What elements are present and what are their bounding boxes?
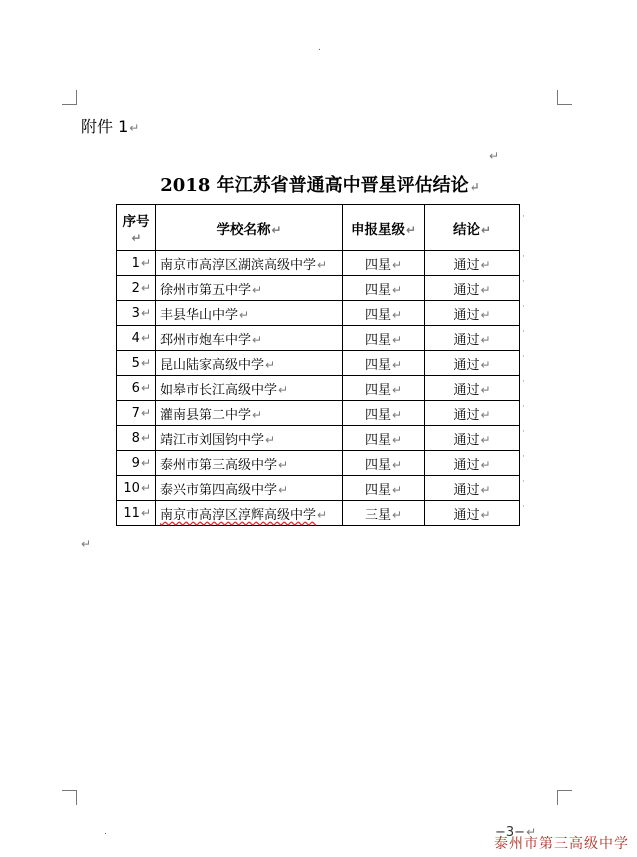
paragraph-mark-icon: ↵ — [480, 482, 491, 497]
cell-no — [117, 426, 156, 451]
paragraph-mark-icon: ↵ — [140, 255, 151, 270]
paragraph-mark-icon: ↵ — [469, 180, 480, 194]
paragraph-mark-icon: ↵ — [252, 282, 263, 297]
cell-no-text: 3 — [131, 305, 140, 321]
cell-school-name — [156, 476, 343, 501]
table-row — [117, 351, 520, 376]
cell-school-name — [156, 301, 343, 326]
paragraph-mark-icon: ↵ — [140, 330, 151, 345]
school-watermark: 泰州市第三高级中学 — [494, 836, 629, 852]
paragraph-mark-icon: ↵ — [480, 357, 491, 372]
row-end-marker: · — [522, 377, 525, 387]
cell-no-text: 9 — [131, 455, 140, 471]
cell-result — [425, 301, 520, 326]
cell-school-name — [156, 426, 343, 451]
row-end-marker: · — [522, 452, 525, 462]
cell-star-level-text: 四星 — [364, 382, 391, 398]
cell-no-text: 5 — [131, 355, 140, 371]
cell-no — [117, 276, 156, 301]
cell-no-text: 2 — [131, 280, 140, 296]
cell-result-text: 通过 — [453, 507, 480, 523]
table-row — [117, 476, 520, 501]
paragraph-mark-icon: ↵ — [140, 405, 151, 420]
paragraph-mark-icon: ↵ — [480, 282, 491, 297]
paragraph-mark-icon: ↵ — [81, 537, 92, 551]
paragraph-mark-icon: ↵ — [526, 825, 537, 839]
paragraph-mark-icon: ↵ — [480, 457, 491, 472]
header-result: 结论↵ — [425, 205, 520, 251]
paragraph-mark-icon: ↵ — [271, 222, 282, 237]
cell-school-name-text: 南京市高淳区湖滨高级中学 — [160, 257, 317, 273]
crop-mark-bottom-right — [557, 790, 572, 805]
cell-school-name-text: 丰县华山中学 — [160, 307, 239, 323]
paragraph-mark-icon: ↵ — [480, 382, 491, 397]
cell-school-name — [156, 351, 343, 376]
row-end-marker: · — [522, 502, 525, 512]
crop-mark-bottom-left — [62, 790, 77, 805]
cell-school-name — [156, 451, 343, 476]
cell-no-text: 8 — [131, 430, 140, 446]
paragraph-mark-icon: ↵ — [391, 482, 403, 497]
cell-star-level-text: 四星 — [364, 482, 391, 498]
table-row — [117, 301, 520, 326]
paragraph-mark-icon: ↵ — [140, 305, 151, 320]
paragraph-mark-icon: ↵ — [391, 457, 403, 472]
paragraph-mark-icon: ↵ — [140, 430, 151, 445]
cell-school-name-text: 泰州市第三高级中学 — [160, 457, 278, 473]
cell-no — [117, 376, 156, 401]
row-end-marker: · — [522, 427, 525, 437]
paragraph-mark-icon: ↵ — [140, 505, 151, 520]
paragraph-mark-icon: ↵ — [252, 332, 263, 347]
paragraph-mark-icon: ↵ — [278, 457, 289, 472]
paragraph-mark-icon: ↵ — [265, 357, 276, 372]
cell-school-name-text: 灌南县第二中学 — [160, 407, 252, 423]
crop-mark-top-right — [557, 90, 572, 105]
paragraph-mark-icon: ↵ — [480, 307, 491, 322]
cell-result-text: 通过 — [453, 382, 480, 398]
paragraph-mark-icon: ↵ — [278, 482, 289, 497]
cell-star-level-text: 四星 — [364, 307, 391, 323]
cell-school-name — [156, 326, 343, 351]
paragraph-mark-icon: ↵ — [129, 121, 140, 135]
cell-star-level — [343, 326, 425, 351]
cell-result — [425, 451, 520, 476]
table-row — [117, 426, 520, 451]
cell-no-text: 7 — [131, 405, 140, 421]
table-row — [117, 326, 520, 351]
row-end-marker: · — [522, 477, 525, 487]
row-end-marker: · — [522, 212, 525, 222]
cell-school-name-text: 南京市高淳区淳辉高级中学 — [160, 507, 317, 523]
row-end-marker: · — [522, 327, 525, 337]
table-header-row — [117, 205, 520, 251]
cell-no — [117, 326, 156, 351]
cell-star-level — [343, 401, 425, 426]
table-row — [117, 401, 520, 426]
row-end-marker: · — [522, 402, 525, 412]
cell-school-name-text: 如皋市长江高级中学 — [160, 382, 278, 398]
cell-result — [425, 501, 520, 526]
cell-no — [117, 501, 156, 526]
cell-no-text: 1 — [131, 255, 140, 271]
cell-no-text: 6 — [131, 380, 140, 396]
paragraph-mark-icon: ↵ — [140, 355, 151, 370]
cell-no — [117, 251, 156, 276]
paragraph-mark-icon: ↵ — [391, 507, 403, 522]
cell-star-level-text: 四星 — [364, 257, 391, 273]
cell-result-text: 通过 — [453, 257, 480, 273]
cell-result-text: 通过 — [453, 457, 480, 473]
cell-star-level-text: 四星 — [364, 457, 391, 473]
paragraph-mark-icon: ↵ — [391, 257, 403, 272]
paragraph-mark-icon: ↵ — [265, 432, 276, 447]
paragraph-mark-icon: ↵ — [480, 257, 491, 272]
cell-star-level-text: 三星 — [364, 507, 391, 523]
cell-star-level-text: 四星 — [364, 357, 391, 373]
cell-result-text: 通过 — [453, 407, 480, 423]
row-end-marker: · — [522, 277, 525, 287]
paragraph-mark-icon: ↵ — [140, 455, 151, 470]
paragraph-mark-icon: ↵ — [391, 282, 403, 297]
cell-star-level — [343, 426, 425, 451]
paragraph-mark-icon: ↵ — [480, 507, 491, 522]
cell-result-text: 通过 — [453, 482, 480, 498]
cell-star-level-text: 四星 — [364, 282, 391, 298]
cell-star-level-text: 四星 — [364, 432, 391, 448]
paragraph-mark-icon: ↵ — [131, 230, 142, 245]
paragraph-mark-icon: ↵ — [317, 507, 328, 522]
paragraph-mark-icon: ↵ — [239, 307, 250, 322]
cell-school-name-text: 邳州市炮车中学 — [160, 332, 252, 348]
cell-star-level — [343, 451, 425, 476]
cell-no — [117, 401, 156, 426]
paragraph-mark-icon: ↵ — [140, 380, 151, 395]
paragraph-mark-icon: ↵ — [391, 332, 403, 347]
table-row — [117, 451, 520, 476]
results-table — [116, 204, 520, 526]
paragraph-mark-icon: ↵ — [391, 307, 403, 322]
page-number: −3−↵ — [495, 825, 537, 840]
table-row — [117, 276, 520, 301]
cell-result — [425, 476, 520, 501]
paragraph-mark-icon: ↵ — [480, 432, 491, 447]
header-no: 序号↵ — [117, 205, 156, 251]
cell-school-name — [156, 501, 343, 526]
table-row — [117, 376, 520, 401]
cell-no — [117, 301, 156, 326]
paragraph-mark-icon: ↵ — [140, 280, 151, 295]
cell-result — [425, 351, 520, 376]
header-dot: . — [318, 43, 321, 53]
cell-star-level — [343, 501, 425, 526]
cell-result — [425, 376, 520, 401]
cell-school-name — [156, 251, 343, 276]
paragraph-mark-icon: ↵ — [480, 332, 491, 347]
cell-no-text: 10 — [123, 480, 140, 496]
cell-school-name — [156, 276, 343, 301]
cell-no — [117, 476, 156, 501]
cell-school-name-text: 昆山陆家高级中学 — [160, 357, 265, 373]
paragraph-mark-icon: ↵ — [480, 407, 491, 422]
document-title: 2018 年江苏省普通高中晋星评估结论↵ — [160, 175, 480, 196]
cell-no — [117, 451, 156, 476]
crop-mark-top-left — [62, 90, 77, 105]
cell-star-level — [343, 251, 425, 276]
cell-result-text: 通过 — [453, 282, 480, 298]
paragraph-mark-icon: ↵ — [391, 407, 403, 422]
cell-star-level-text: 四星 — [364, 332, 391, 348]
paragraph-mark-icon: ↵ — [252, 407, 263, 422]
cell-result — [425, 401, 520, 426]
cell-star-level — [343, 301, 425, 326]
table-row — [117, 501, 520, 526]
cell-result-text: 通过 — [453, 357, 480, 373]
cell-star-level-text: 四星 — [364, 407, 391, 423]
attachment-label: 附件 1↵ — [81, 117, 140, 136]
cell-star-level — [343, 476, 425, 501]
cell-school-name-text: 靖江市刘国钧中学 — [160, 432, 265, 448]
cell-star-level — [343, 276, 425, 301]
paragraph-mark-icon: ↵ — [317, 257, 328, 272]
cell-no-text: 4 — [131, 330, 140, 346]
cell-result-text: 通过 — [453, 332, 480, 348]
footer-dot: . — [104, 827, 107, 837]
paragraph-mark-icon: ↵ — [278, 382, 289, 397]
cell-result-text: 通过 — [453, 307, 480, 323]
paragraph-mark-icon: ↵ — [140, 480, 151, 495]
cell-result-text: 通过 — [453, 432, 480, 448]
cell-star-level — [343, 376, 425, 401]
row-end-marker: · — [522, 252, 525, 262]
cell-result — [425, 251, 520, 276]
cell-school-name — [156, 401, 343, 426]
cell-result — [425, 426, 520, 451]
cell-result — [425, 326, 520, 351]
table-row — [117, 251, 520, 276]
header-school-name: 学校名称↵ — [156, 205, 343, 251]
header-star-level: 申报星级↵ — [343, 205, 425, 251]
row-end-marker: · — [522, 302, 525, 312]
paragraph-mark-icon: ↵ — [391, 432, 403, 447]
paragraph-mark-icon: ↵ — [480, 222, 492, 237]
paragraph-mark-icon: ↵ — [391, 357, 403, 372]
cell-school-name-text: 徐州市第五中学 — [160, 282, 252, 298]
paragraph-mark-icon: ↵ — [391, 382, 403, 397]
row-end-marker: · — [522, 352, 525, 362]
cell-no — [117, 351, 156, 376]
cell-school-name — [156, 376, 343, 401]
cell-no-text: 11 — [123, 505, 140, 521]
paragraph-mark-icon: ↵ — [489, 149, 500, 163]
cell-school-name-text: 泰兴市第四高级中学 — [160, 482, 278, 498]
cell-result — [425, 276, 520, 301]
paragraph-mark-icon: ↵ — [405, 222, 417, 237]
cell-star-level — [343, 351, 425, 376]
